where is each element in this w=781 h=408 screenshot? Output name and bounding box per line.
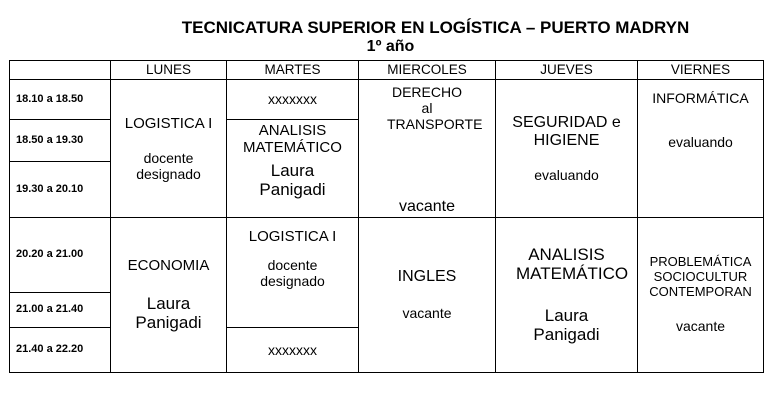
subject-label: INFORMÁTICA	[652, 90, 749, 106]
class-cell	[227, 80, 359, 120]
subject-label: DERECHO al TRANSPORTE	[387, 84, 483, 133]
day-header: MARTES	[227, 61, 359, 80]
placeholder-label: xxxxxxx	[268, 341, 317, 358]
time-slot: 18.10 a 18.50	[10, 80, 111, 120]
header-row	[10, 61, 764, 80]
day-header: MIERCOLES	[359, 61, 496, 80]
time-slot: 21.00 a 21.40	[10, 292, 111, 327]
class-cell	[227, 327, 359, 372]
class-cell	[111, 217, 227, 372]
teacher-label: docente designado	[136, 149, 201, 182]
teacher-label: evaluando	[534, 166, 599, 183]
teacher-label: docente designado	[260, 256, 325, 290]
day-header: VIERNES	[638, 61, 764, 80]
class-cell	[638, 217, 764, 372]
time-slot: 19.30 a 20.10	[10, 161, 111, 217]
teacher-label: vacante	[675, 318, 726, 335]
page-title: TECNICATURA SUPERIOR EN LOGÍSTICA – PUERTO MADRYN	[181, 18, 690, 37]
time-slot: 18.50 a 19.30	[10, 120, 111, 162]
teacher-label: Laura Panigadi	[259, 160, 326, 200]
subject-label: LOGISTICA I	[124, 114, 213, 132]
teacher-label: vacante	[398, 198, 456, 216]
class-cell	[359, 80, 496, 218]
class-cell	[227, 217, 359, 327]
placeholder-label: xxxxxxx	[268, 91, 317, 108]
day-header: LUNES	[111, 61, 227, 80]
subject-label: ANALISIS MATEMÁTICO	[516, 244, 629, 284]
class-cell	[227, 120, 359, 218]
time-slot: 21.40 a 22.20	[10, 327, 111, 372]
subject-label: ECONOMIA	[127, 256, 210, 274]
corner-cell	[10, 61, 111, 80]
time-row	[10, 80, 764, 120]
teacher-label: evaluando	[668, 134, 733, 151]
teacher-label: Laura Panigadi	[135, 293, 202, 333]
teacher-label: Laura Panigadi	[533, 305, 600, 345]
time-row	[10, 217, 764, 292]
subject-label: SEGURIDAD e HIGIENE	[512, 113, 621, 150]
class-cell	[359, 217, 496, 372]
subject-label: INGLES	[397, 268, 457, 286]
class-cell	[111, 80, 227, 218]
class-cell	[496, 80, 638, 218]
subject-label: ANALISIS MATEMÁTICO	[243, 122, 342, 157]
subject-label: PROBLEMÁTICA SOCIOCULTUR CONTEMPORAN	[649, 254, 752, 300]
page-subtitle: 1º año	[366, 38, 415, 55]
teacher-label: vacante	[402, 304, 452, 321]
subject-label: LOGISTICA I	[248, 227, 337, 245]
time-slot: 20.20 a 21.00	[10, 217, 111, 292]
class-cell	[496, 217, 638, 372]
schedule-table	[9, 60, 764, 373]
day-header: JUEVES	[496, 61, 638, 80]
class-cell	[638, 80, 764, 218]
